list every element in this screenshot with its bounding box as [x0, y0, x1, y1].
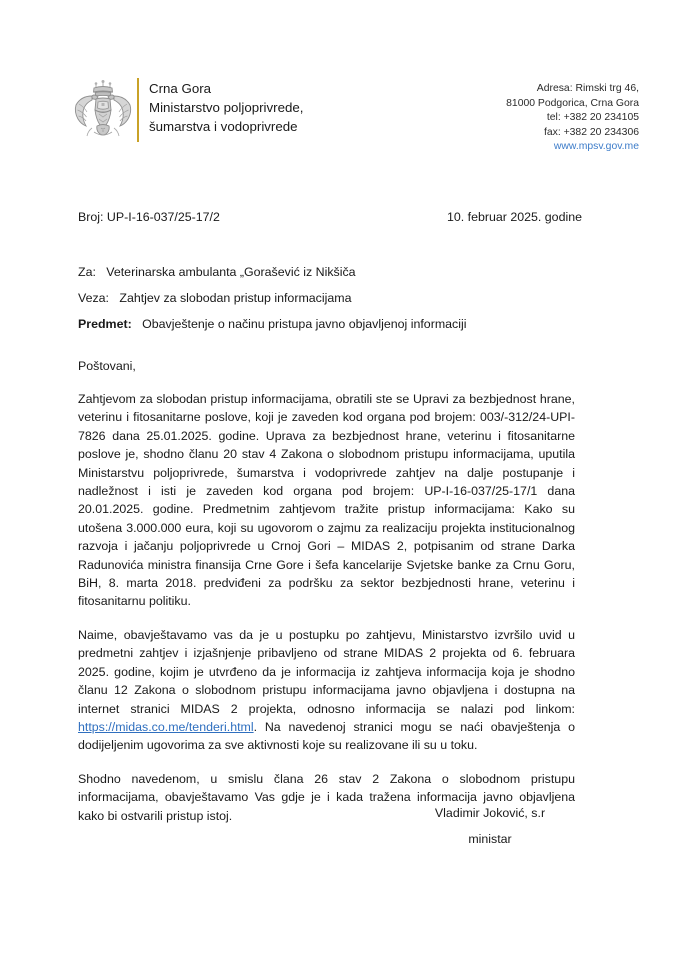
country-name: Crna Gora	[149, 81, 212, 96]
ministry-name-line-1: Ministarstvo poljoprivrede,	[149, 100, 304, 115]
body-paragraph-3: Shodno navedenom, u smislu člana 26 stav 2 Zakona o slobodnom pristupu informacijama, obavještavamo Vas gdje je i kada tražena informacija javno objavljena kako bi ostvarili pristup istoj.	[78, 771, 575, 823]
document-date: 10. februar 2025. godine	[446, 210, 582, 224]
paragraph-2-text-before-link: Naime, obavještavamo vas da je u postupku po zahtjevu, Ministarstvo izvršilo uvid u predmetni zahtjev i izjašnjenje pribavljeno od strane MIDAS 2 projekta od 6. februara 2025. godine, kojim je utvrđeno da je informacija iz zahtjeva informacija koja je shodno članu 12 Zakona o slobodnom pristupu informacijama javno objavljena i dostupna na internet stranici MIDAS 2 projekta, odnosno informacija se nalazi pod linkom:	[78, 627, 575, 716]
midas-tenders-link[interactable]: https://midas.co.me/tenderi.html	[78, 719, 254, 734]
letter-body	[78, 357, 575, 825]
body-paragraph-1: Zahtjevom za slobodan pristup informacijama, obratili ste se Upravi za bezbjednost hrane, veterinu i fitosanitarne poslove, koji je zaveden kod organa pod brojem: 003/-312/24-UPI-7826 dana 25.01.2025. godine. Uprava za bezbjednost hrane, veterinu i fitosanitarne poslove je, shodno članu 20 stav 4 Zakona o slobodnom pristupu informacijama, uputila Ministarstvu poljoprivrede, šumarstva i vodoprivrede zahtjev na dalje postupanje i nadležnost i isti je zaveden kod organa pod brojem: UP-I-16-037/25-17/1 dana 20.01.2025. godine. Predmetnim zahtjevom tražite pristup informacijama: Kako su utošena 3.000.000 eura, koji su ugovorom o zajmu za realizaciju projekta institucionalnog razvoja i jačanju poljoprivrede u Crnoj Gori – MIDAS 2, potpisanim od strane Darka Radunovića ministra finansija Crne Gore i šefa kancelarije Svjetske banke za Crnu Goru, BiH, 8. marta 2018. predviđeni za podršku za sektor bezbjednosti hrane, veterinu i fitosanitarnu politiku.	[78, 392, 575, 609]
signatory-name: Vladimir Joković, s.r	[434, 806, 546, 820]
reference-number: Broj: UP-I-16-037/25-17/2	[78, 210, 220, 224]
header-divider	[137, 78, 139, 142]
website-link[interactable]: www.mpsv.gov.me	[553, 141, 639, 153]
reference-label: Veza:	[78, 291, 110, 305]
ministry-name-line-2: šumarstva i vodoprivrede	[149, 119, 298, 134]
reference-value: Zahtjev za slobodan pristup informacijama	[119, 291, 352, 305]
addressee-block	[78, 259, 601, 337]
addressee-label: Za:	[78, 265, 96, 279]
salutation: Poštovani,	[78, 359, 136, 373]
ministry-name	[149, 98, 429, 136]
paragraph-2-text-after-link: . Na navedenoj stranici mogu se naći obavještenja o dodijeljenim ugovorima za sve aktivnosti koje su realizovane ili su u toku.	[78, 719, 575, 753]
letterhead	[0, 72, 679, 164]
subject-value: Obavještenje o načinu pristupa javno objavljenoj informaciji	[142, 317, 467, 331]
signatory-title: ministar	[468, 832, 512, 846]
address-line-2: 81000 Podgorica, Crna Gora	[506, 97, 639, 109]
address-line-1: Adresa: Rimski trg 46,	[536, 83, 639, 94]
subject-label: Predmet:	[78, 317, 132, 331]
body-paragraph-2	[78, 626, 575, 755]
reference-subject-row	[78, 285, 601, 311]
subject-row	[78, 311, 601, 337]
montenegro-coat-of-arms-icon	[72, 76, 134, 148]
fax-line: fax: +382 20 234306	[543, 126, 639, 138]
signature-block	[380, 800, 600, 852]
organization-block	[149, 79, 429, 136]
addressee-value: Veterinarska ambulanta „Gorašević iz Nikšiča	[106, 265, 356, 279]
telephone-line: tel: +382 20 234105	[546, 112, 639, 124]
contact-block	[506, 82, 639, 155]
addressee-row	[78, 259, 601, 285]
reference-row	[78, 210, 601, 224]
